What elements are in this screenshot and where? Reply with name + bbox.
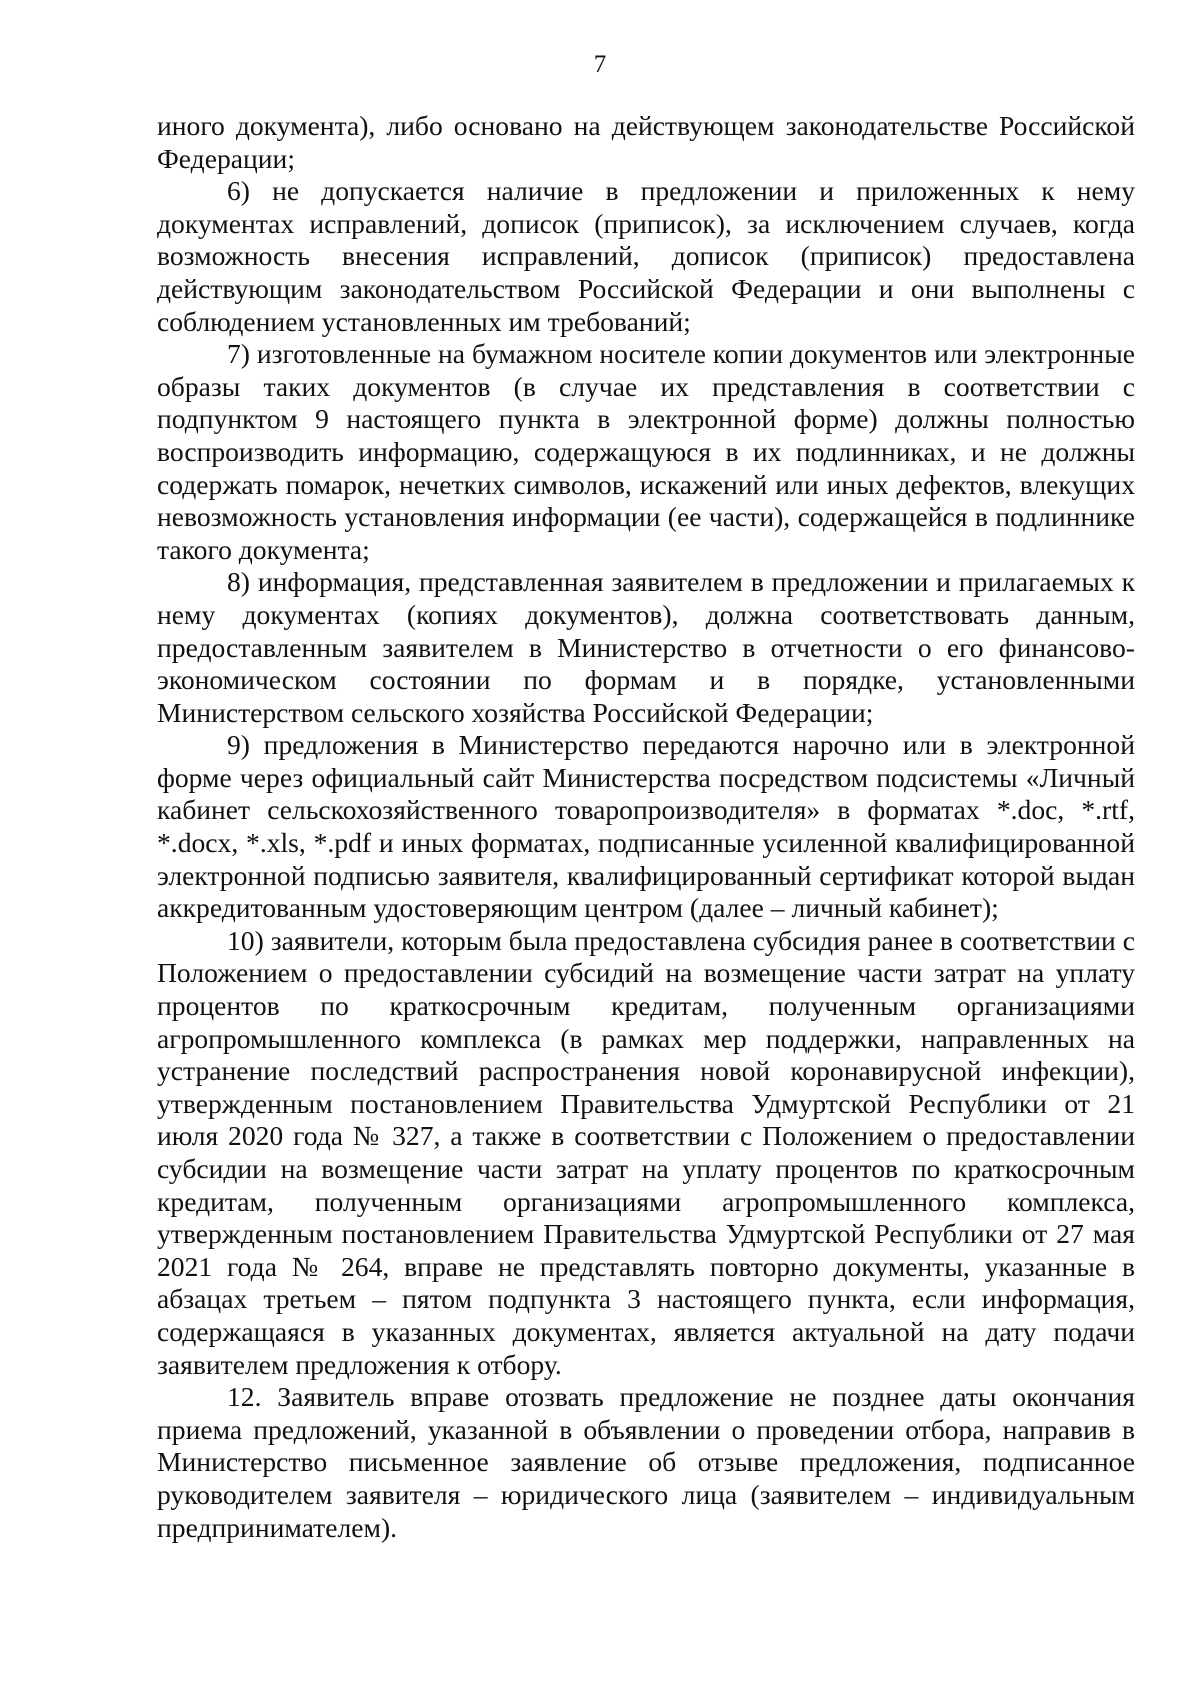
document-body [157, 110, 1135, 1544]
paragraph-item-6: 6) не допускается наличие в предложении и приложенных к нему документах исправлений, дописок (приписок), за исключением случаев, когда возможность внесения исправлений, дописок (приписок) предоставлена действующим законодательством Российской Федерации и они выполнены с соблюдением установленных им требований; [157, 175, 1135, 337]
page-number: 7 [593, 51, 607, 78]
paragraph-item-9: 9) предложения в Министерство передаются нарочно или в электронной форме через официальный сайт Министерства посредством подсистемы «Личный кабинет сельскохозяйственного товаропроизводителя» в форматах *.doc, *.rtf, *.docx, *.xls, *.pdf и иных форматах, подписанные усиленной квалифицированной электронной подписью заявителя, квалифицированный сертификат которой выдан аккредитованным удостоверяющим центром (далее – личный кабинет); [157, 729, 1135, 924]
paragraph-item-7: 7) изготовленные на бумажном носителе копии документов или электронные образы таких документов (в случае их представления в соответствии с подпунктом 9 настоящего пункта в электронной форме) должны полностью воспроизводить информацию, содержащуюся в их подлинниках, и не должны содержать помарок, нечетких символов, искажений или иных дефектов, влекущих невозможность установления информации (ее части), содержащейся в подлиннике такого документа; [157, 338, 1135, 565]
paragraph-item-8: 8) информация, представленная заявителем в предложении и прилагаемых к нему документах (копиях документов), должна соответствовать данным, предоставленным заявителем в Министерство в отчетности о его финансово-экономическом состоянии по формам и в порядке, установленными Министерством сельского хозяйства Российской Федерации; [157, 566, 1135, 728]
paragraph-continuation: иного документа), либо основано на действующем законодательстве Российской Федерации; [157, 110, 1135, 174]
paragraph-section-12: 12. Заявитель вправе отозвать предложение не позднее даты окончания приема предложений, указанной в объявлении о проведении отбора, направив в Министерство письменное заявление об отзыве предложения, подписанное руководителем заявителя – юридического лица (заявителем – индивидуальным предпринимателем). [157, 1381, 1135, 1543]
paragraph-item-10: 10) заявители, которым была предоставлена субсидия ранее в соответствии с Положением о предоставлении субсидий на возмещение части затрат на уплату процентов по краткосрочным кредитам, полученным организациями агропромышленного комплекса (в рамках мер поддержки, направленных на устранение последствий распространения новой коронавирусной инфекции), утвержденным постановлением Правительства Удмуртской Республики от 21 июля 2020 года № 327, а также в соответствии с Положением о предоставлении субсидии на возмещение части затрат на уплату процентов по краткосрочным кредитам, полученным организациями агропромышленного комплекса, утвержденным постановлением Правительства Удмуртской Республики от 27 мая 2021 года № 264, вправе не представлять повторно документы, указанные в абзацах третьем – пятом подпункта 3 настоящего пункта, если информация, содержащаяся в указанных документах, является актуальной на дату подачи заявителем предложения к отбору. [157, 924, 1135, 1380]
